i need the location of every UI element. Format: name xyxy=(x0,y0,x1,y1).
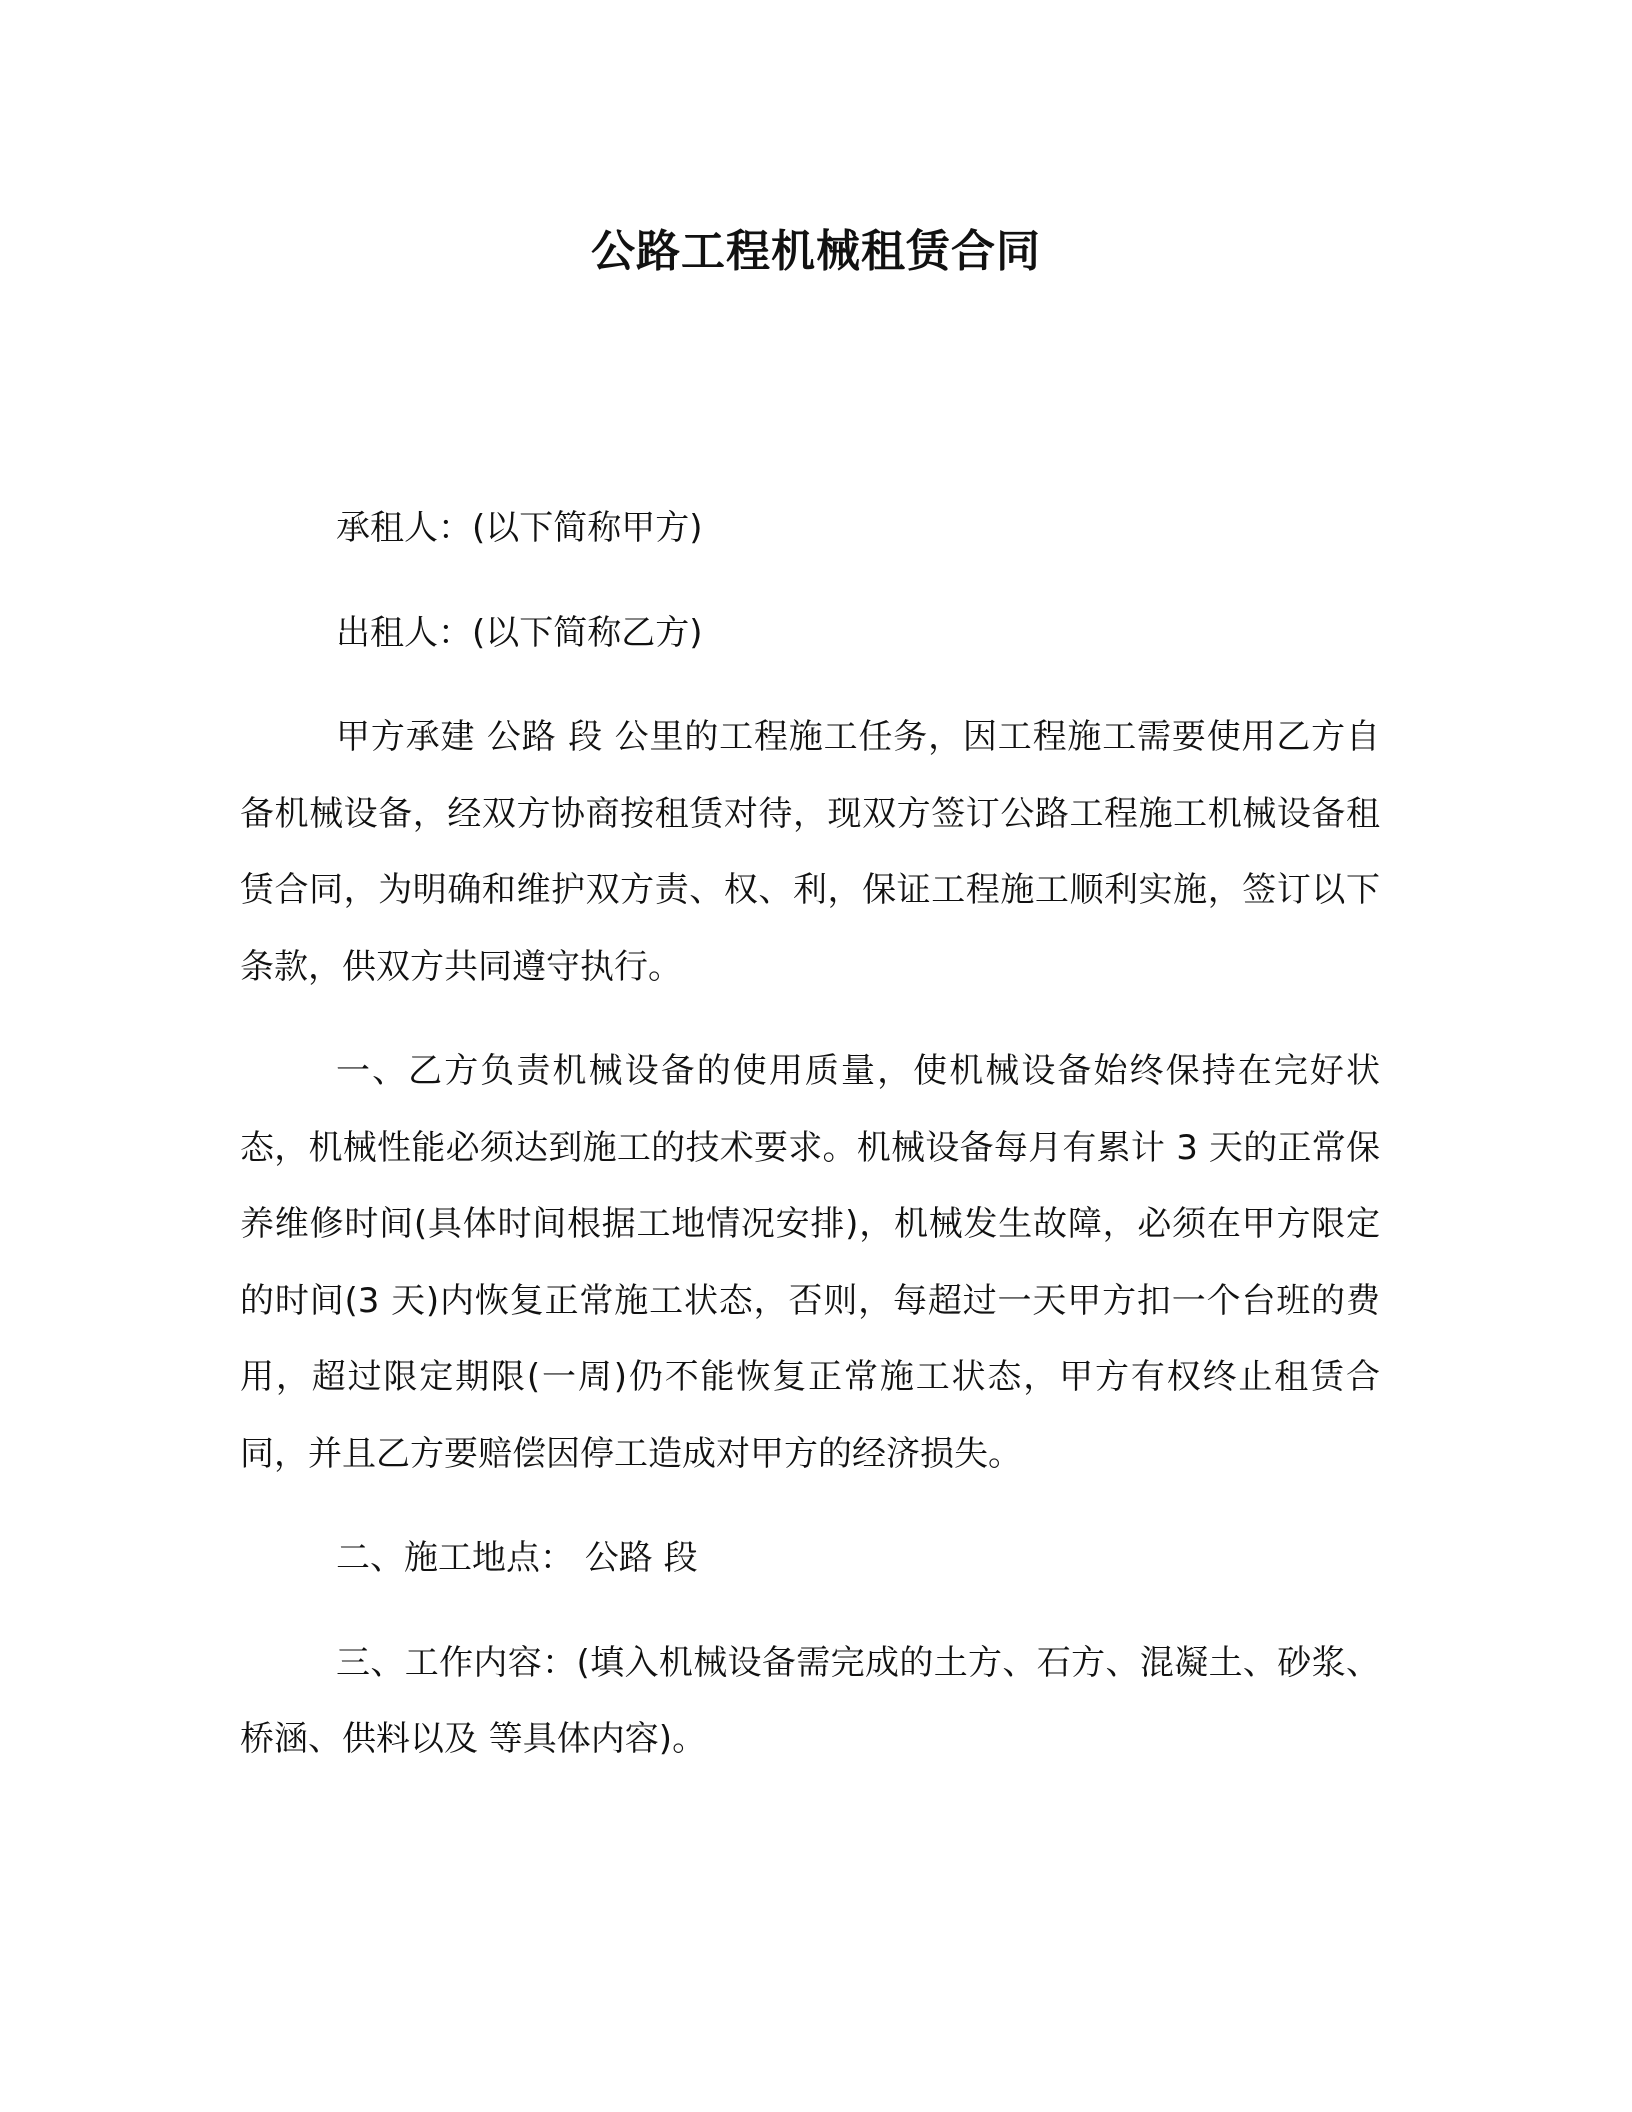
document-title: 公路工程机械租赁合同 xyxy=(591,226,1041,277)
clause-two-paragraph: 二、施工地点： 公路 段 xyxy=(336,1538,698,1578)
document-body xyxy=(240,490,1380,1778)
clause-one-paragraph: 一、乙方负责机械设备的使用质量，使机械设备始终保持在完好状态，机械性能必须达到施工的技术要求。机械设备每月有累计 3 天的正常保养维修时间(具体时间根据工地情况安排)，机械发生故障，必须在甲方限定的时间(3 天)内恢复正常施工状态，否则，每超过一天甲方扣一个台班的费用，超过限定期限(一周)仍不能恢复正常施工状态，甲方有权终止租赁合同，并且乙方要赔偿因停工造成对甲方的经济损失。 xyxy=(240,1051,1380,1474)
lessee-line: 承租人：(以下简称甲方) xyxy=(336,508,703,548)
clause-three-paragraph: 三、工作内容：(填入机械设备需完成的土方、石方、混凝土、砂浆、桥涵、供料以及 等具体内容)。 xyxy=(240,1642,1380,1759)
lessor-line: 出租人：(以下简称乙方) xyxy=(336,612,703,653)
preamble-paragraph: 甲方承建 公路 段 公里的工程施工任务，因工程施工需要使用乙方自备机械设备，经双方协商按租赁对待，现双方签订公路工程施工机械设备租赁合同，为明确和维护双方责、权、利，保证工程施工顺利实施，签订以下条款，供双方共同遵守执行。 xyxy=(240,717,1380,987)
